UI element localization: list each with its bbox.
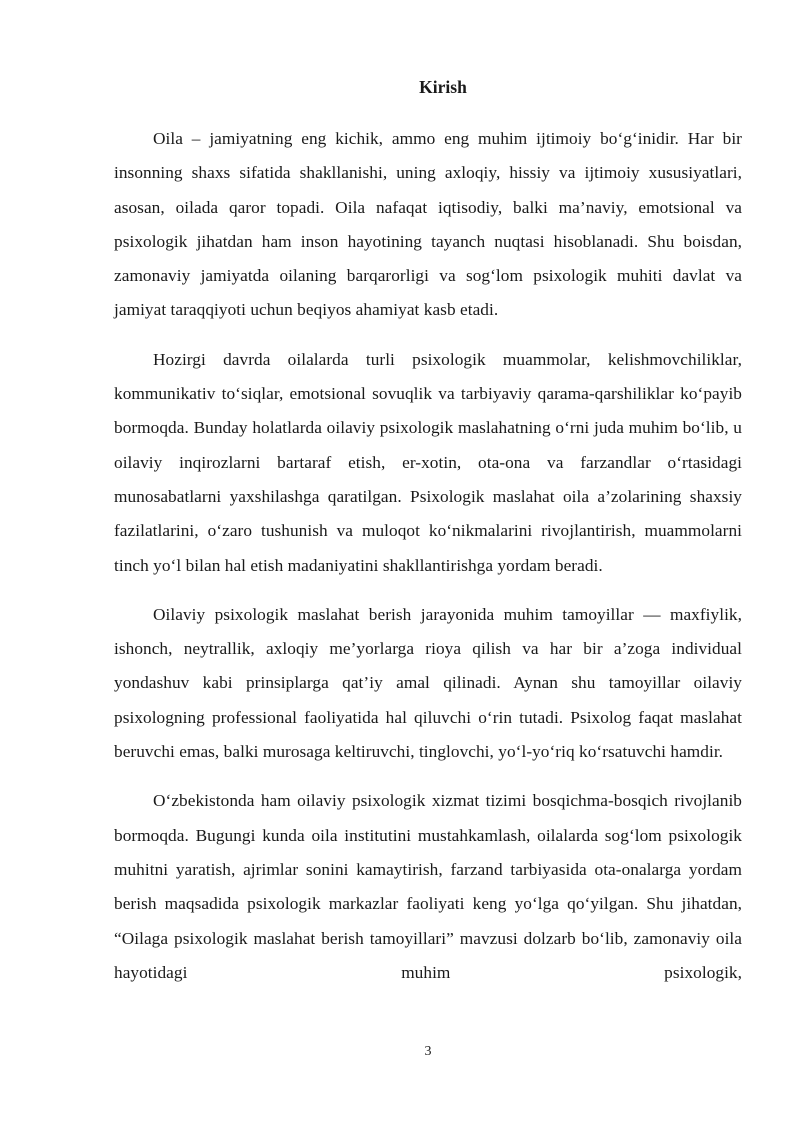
section-heading: Kirish [419,77,467,97]
document-body [114,122,742,990]
paragraph-4: O‘zbekistonda ham oilaviy psixologik xizmat tizimi bosqichma-bosqich rivojlanib bormoqda. Bugungi kunda oila institutini mustahkamlash, oilalarda sog‘lom psixologik muhitni yaratish, ajrimlar sonini kamaytirish, farzand tarbiyasida ota-onalarga yordam berish maqsadida psixologik markazlar faoliyati keng yo‘lga qo‘yilgan. Shu jihatdan, “Oilaga psixologik maslahat berish tamoyillari” mavzusi dolzarb bo‘lib, zamonaviy oila hayotidagi muhim psixologik, [114,791,742,982]
page-number: 3 [424,1044,432,1059]
paragraph-3: Oilaviy psixologik maslahat berish jarayonida muhim tamoyillar — maxfiylik, ishonch, neytrallik, axloqiy me’yorlarga rioya qilish va har bir a’zoga individual yondashuv kabi prinsiplarga qat’iy amal qilinadi. Aynan shu tamoyillar oilaviy psixologning professional faoliyatida hal qiluvchi o‘rin tutadi. Psixolog faqat maslahat beruvchi emas, balki murosaga keltiruvchi, tinglovchi, yo‘l-yo‘riq ko‘rsatuvchi hamdir. [114,604,742,762]
paragraph-2: Hozirgi davrda oilalarda turli psixologik muammolar, kelishmovchiliklar, kommunikativ to‘siqlar, emotsional sovuqlik va tarbiyaviy qarama-qarshiliklar ko‘payib bormoqda. Bunday holatlarda oilaviy psixologik maslahatning o‘rni juda muhim bo‘lib, u oilaviy inqirozlarni bartaraf etish, er-xotin, ota-ona va farzandlar o‘rtasidagi munosabatlarni yaxshilashga qaratilgan. Psixologik maslahat oila a’zolarining shaxsiy fazilatlarini, o‘zaro tushunish va muloqot ko‘nikmalarini rivojlantirish, muammolarni tinch yo‘l bilan hal etish madaniyatini shakllantirishga yordam beradi. [114,349,742,575]
paragraph-1: Oila – jamiyatning eng kichik, ammo eng muhim ijtimoiy bo‘g‘inidir. Har bir insonning shaxs sifatida shakllanishi, uning axloqiy, hissiy va ijtimoiy xususiyatlari, asosan, oilada qaror topadi. Oila nafaqat iqtisodiy, balki ma’naviy, emotsional va psixologik jihatdan ham inson hayotining tayanch nuqtasi hisoblanadi. Shu boisdan, zamonaviy jamiyatda oilaning barqarorligi va sog‘lom psixologik muhiti davlat va jamiyat taraqqiyoti uchun beqiyos ahamiyat kasb etadi. [114,129,742,320]
